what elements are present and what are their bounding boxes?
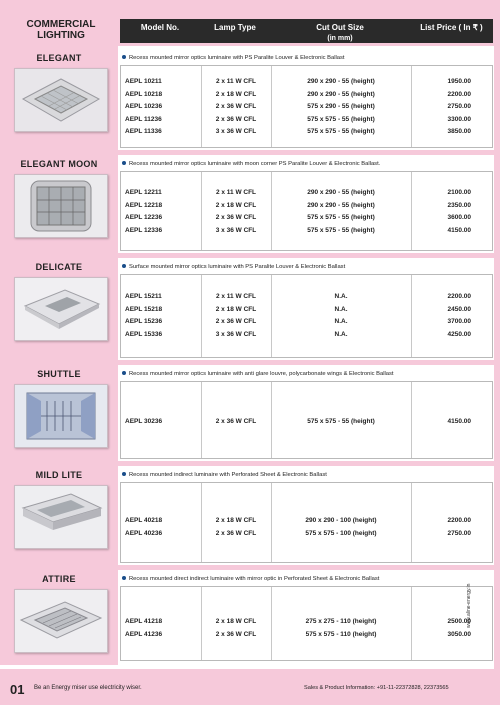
price-cell: 3050.00 xyxy=(447,630,471,638)
price-cell: 2450.00 xyxy=(447,305,471,313)
table-row xyxy=(121,318,494,330)
product-description xyxy=(122,576,494,582)
page-number: 01 xyxy=(10,682,25,697)
category-title-line1: COMMERCIAL xyxy=(26,19,96,30)
bullet-icon xyxy=(122,371,126,375)
header-cutout-label: Cut Out Size xyxy=(316,23,364,32)
product-name: SHUTTLE xyxy=(37,369,81,379)
product-description-text: Recess mounted mirror optics luminaire with anti glare louvre, polycarbonate wings & Electronic Ballast xyxy=(129,371,394,377)
table-row xyxy=(121,631,494,643)
product-description xyxy=(122,264,494,270)
product-description-text: Recess mounted direct indirect luminaire with mirror optic in Perforated Sheet & Electronic Ballast xyxy=(129,576,380,582)
lamp-type-cell: 2 x 18 W CFL xyxy=(215,618,257,625)
model-cell: AEPL 10218 xyxy=(125,90,163,98)
lamp-type-cell: 2 x 36 W CFL xyxy=(215,115,257,123)
model-cell: AEPL 15218 xyxy=(125,305,163,313)
cutout-cell: 290 x 290 - 55 (height) xyxy=(307,90,375,98)
spec-table xyxy=(120,586,493,661)
model-cell: AEPL 41218 xyxy=(125,618,163,625)
header-lamp-type: Lamp Type xyxy=(214,23,256,32)
lamp-type-cell: 2 x 18 W CFL xyxy=(215,305,257,313)
model-cell: AEPL 15236 xyxy=(125,318,163,325)
lamp-type-cell: 2 x 36 W CFL xyxy=(215,214,257,221)
cutout-cell: 290 x 290 - 55 (height) xyxy=(307,189,375,196)
product-photo xyxy=(14,384,108,448)
header-price: List Price ( In ₹ ) xyxy=(420,23,483,32)
cutout-cell: 575 x 575 - 55 (height) xyxy=(307,115,375,123)
cutout-cell: 575 x 575 - 55 (height) xyxy=(307,214,375,221)
cutout-cell: N.A. xyxy=(334,293,348,300)
cutout-cell: 275 x 275 - 110 (height) xyxy=(305,618,377,625)
lamp-type-cell: 2 x 36 W CFL xyxy=(215,318,257,325)
product-description-text: Recess mounted mirror optics luminaire with moon corner PS Paralite Louver & Electronic Ballast. xyxy=(129,161,381,167)
lamp-type-cell: 2 x 36 W CFL xyxy=(215,418,257,425)
table-row xyxy=(121,331,494,343)
right-band xyxy=(494,0,500,705)
price-cell: 2200.00 xyxy=(447,293,471,300)
table-row xyxy=(121,116,494,128)
table-row xyxy=(121,517,494,529)
spec-table xyxy=(120,65,493,148)
footer-slogan: Be an Energy miser use electricity wiser. xyxy=(34,685,142,691)
bullet-icon xyxy=(122,55,126,59)
product-description-text: Recess mounted mirror optics luminaire with PS Paralite Louver & Electronic Ballast xyxy=(129,55,345,61)
table-row xyxy=(121,618,494,630)
model-cell: AEPL 10211 xyxy=(125,78,162,85)
table-row xyxy=(121,128,494,140)
model-cell: AEPL 11236 xyxy=(125,115,162,123)
lamp-type-cell: 2 x 11 W CFL xyxy=(215,189,257,196)
model-cell: AEPL 12218 xyxy=(125,201,163,209)
table-row xyxy=(121,202,494,214)
price-cell: 4150.00 xyxy=(447,418,471,425)
footer-contact: Sales & Product Information: +91-11-22372828, 22373565 xyxy=(304,685,449,691)
cutout-cell: N.A. xyxy=(334,318,348,325)
product-name: DELICATE xyxy=(35,262,83,272)
price-cell: 3600.00 xyxy=(447,214,471,221)
spec-table xyxy=(120,482,493,563)
product-photo xyxy=(14,277,108,341)
model-cell: AEPL 12236 xyxy=(125,214,163,221)
model-cell: AEPL 15211 xyxy=(125,293,162,300)
product-name: MILD LITE xyxy=(35,470,83,480)
table-row xyxy=(121,306,494,318)
cutout-cell: 575 x 575 - 55 (height) xyxy=(307,226,375,234)
bullet-icon xyxy=(122,264,126,268)
model-cell: AEPL 15336 xyxy=(125,330,163,338)
lamp-type-cell: 3 x 36 W CFL xyxy=(215,226,257,234)
website-url: www.aline-energy.in xyxy=(466,583,472,628)
cutout-cell: 575 x 290 - 55 (height) xyxy=(307,103,375,110)
category-title-line2: LIGHTING xyxy=(37,30,85,41)
model-cell: AEPL 11336 xyxy=(125,128,162,135)
price-cell: 3700.00 xyxy=(447,318,471,325)
price-cell: 2750.00 xyxy=(447,103,471,110)
product-description xyxy=(122,55,494,61)
model-cell: AEPL 30236 xyxy=(125,418,163,425)
table-row xyxy=(121,189,494,201)
bullet-icon xyxy=(122,576,126,580)
lamp-type-cell: 2 x 36 W CFL xyxy=(215,103,257,110)
price-cell: 2500.00 xyxy=(447,618,471,625)
lamp-type-cell: 2 x 11 W CFL xyxy=(215,78,257,85)
product-photo xyxy=(14,589,108,653)
spec-table xyxy=(120,381,493,459)
table-row xyxy=(121,103,494,115)
category-title xyxy=(8,19,114,41)
table-row xyxy=(121,530,494,542)
spec-table xyxy=(120,171,493,251)
table-row xyxy=(121,418,494,430)
price-cell: 2100.00 xyxy=(447,189,471,196)
model-cell: AEPL 10236 xyxy=(125,103,163,110)
product-description xyxy=(122,161,494,167)
footer xyxy=(0,669,500,705)
table-row xyxy=(121,227,494,239)
product-photo xyxy=(14,485,108,549)
product-description xyxy=(122,371,494,377)
header-model: Model No. xyxy=(140,23,180,32)
spec-table xyxy=(120,274,493,358)
model-cell: AEPL 12336 xyxy=(125,226,163,234)
table-row xyxy=(121,78,494,90)
product-photo xyxy=(14,68,108,132)
lamp-type-cell: 2 x 18 W CFL xyxy=(215,201,257,209)
lamp-type-cell: 2 x 11 W CFL xyxy=(215,293,257,300)
bullet-icon xyxy=(122,161,126,165)
cutout-cell: 290 x 290 - 100 (height) xyxy=(305,517,377,524)
product-name: ATTIRE xyxy=(42,574,76,584)
cutout-cell: 575 x 575 - 55 (height) xyxy=(307,418,375,425)
price-cell: 4150.00 xyxy=(447,226,471,234)
price-cell: 2350.00 xyxy=(447,201,471,209)
product-description-text: Surface mounted mirror optics luminaire with PS Paralite Louver & Electronic Ballast xyxy=(129,264,346,270)
product-description xyxy=(122,472,494,478)
lamp-type-cell: 2 x 36 W CFL xyxy=(215,630,257,638)
cutout-cell: 575 x 575 - 100 (height) xyxy=(305,529,377,537)
lamp-type-cell: 3 x 36 W CFL xyxy=(215,128,257,135)
cutout-cell: 290 x 290 - 55 (height) xyxy=(307,78,375,85)
lamp-type-cell: 2 x 18 W CFL xyxy=(215,90,257,98)
header-cutout xyxy=(270,23,410,43)
price-cell: 3850.00 xyxy=(447,128,471,135)
model-cell: AEPL 40236 xyxy=(125,529,163,537)
model-cell: AEPL 40218 xyxy=(125,517,163,524)
bullet-icon xyxy=(122,472,126,476)
product-name: ELEGANT MOON xyxy=(20,159,98,169)
lamp-type-cell: 2 x 18 W CFL xyxy=(215,517,257,524)
cutout-cell: N.A. xyxy=(334,305,348,313)
header-cutout-unit: (in mm) xyxy=(327,35,353,42)
cutout-cell: 575 x 575 - 110 (height) xyxy=(305,630,377,638)
price-cell: 2200.00 xyxy=(447,517,471,524)
table-row xyxy=(121,214,494,226)
price-cell: 2750.00 xyxy=(447,529,471,537)
cutout-cell: N.A. xyxy=(334,330,348,338)
price-cell: 4250.00 xyxy=(447,330,471,338)
lamp-type-cell: 3 x 36 W CFL xyxy=(215,330,257,338)
cutout-cell: 290 x 290 - 55 (height) xyxy=(307,201,375,209)
product-name: ELEGANT xyxy=(36,53,82,63)
model-cell: AEPL 12211 xyxy=(125,189,162,196)
table-row xyxy=(121,91,494,103)
cutout-cell: 575 x 575 - 55 (height) xyxy=(307,128,375,135)
lamp-type-cell: 2 x 36 W CFL xyxy=(215,529,257,537)
product-description-text: Recess mounted indirect luminaire with Perforated Sheet & Electronic Ballast xyxy=(129,472,327,478)
product-photo xyxy=(14,174,108,238)
price-cell: 3300.00 xyxy=(447,115,471,123)
table-row xyxy=(121,293,494,305)
price-cell: 2200.00 xyxy=(447,90,471,98)
table-header xyxy=(120,19,493,43)
model-cell: AEPL 41236 xyxy=(125,630,163,638)
price-cell: 1950.00 xyxy=(447,78,471,85)
